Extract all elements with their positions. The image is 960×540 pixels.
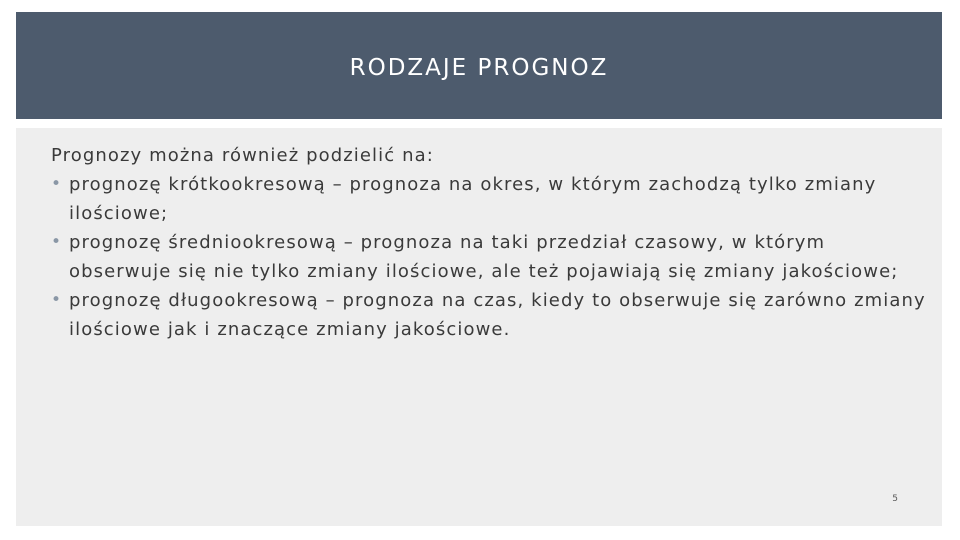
page-number: 5 <box>892 494 898 504</box>
bullet-item-short-term <box>51 170 931 228</box>
bullet-text: prognozę średniookresową – prognoza na taki przedział czasowy, w którym obserwuje się nie tylko zmiany ilościowe, ale też pojawiają się zmiany jakościowe; <box>69 232 899 282</box>
bullet-icon: • <box>51 174 63 194</box>
slide-title: RODZAJE PROGNOZ <box>349 54 609 81</box>
bullet-icon: • <box>51 290 63 310</box>
title-bar <box>16 12 942 119</box>
bullet-text: prognozę krótkookresową – prognoza na okres, w którym zachodzą tylko zmiany ilościowe; <box>69 174 877 224</box>
content-panel <box>16 128 942 526</box>
bullet-icon: • <box>51 232 63 252</box>
slide-body <box>51 141 931 344</box>
bullet-item-long-term <box>51 286 931 344</box>
bullet-list <box>51 170 931 344</box>
bullet-text: prognozę długookresową – prognoza na czas, kiedy to obserwuje się zarówno zmiany ilościowe jak i znaczące zmiany jakościowe. <box>69 290 926 340</box>
bullet-item-medium-term <box>51 228 931 286</box>
intro-text: Prognozy można również podzielić na: <box>51 145 434 166</box>
